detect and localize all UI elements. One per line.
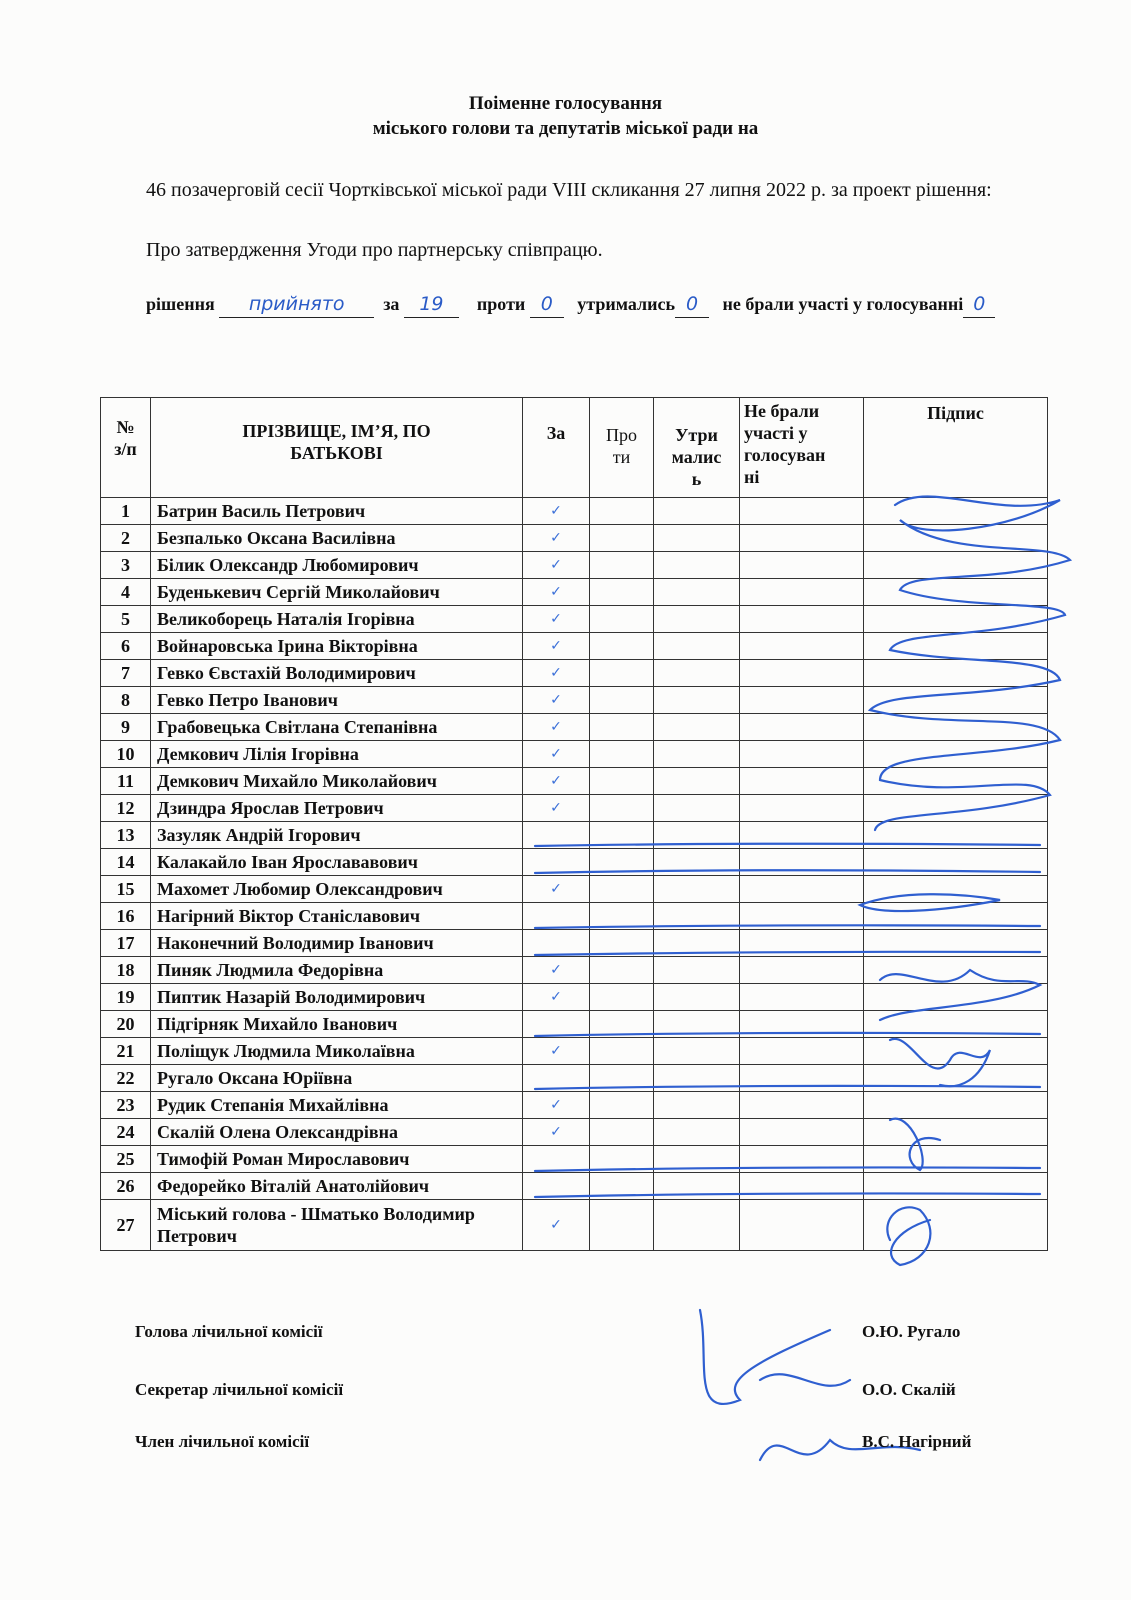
vote-for-mark — [523, 849, 590, 876]
row-number: 7 — [101, 660, 151, 687]
against-label: проти — [476, 294, 526, 314]
vote-absent-cell — [740, 714, 864, 741]
deputy-name: Пиптик Назарій Володимирович — [151, 984, 523, 1011]
deputy-name: Наконечний Володимир Іванович — [151, 930, 523, 957]
table-row — [101, 687, 1048, 714]
table-row — [101, 1038, 1048, 1065]
vote-abstained-cell — [654, 903, 740, 930]
table-row — [101, 795, 1048, 822]
vote-absent-cell — [740, 525, 864, 552]
header-for: За — [523, 398, 590, 498]
vote-absent-cell — [740, 1119, 864, 1146]
vote-against-cell — [590, 768, 654, 795]
for-value: 19 — [404, 292, 459, 318]
row-number: 1 — [101, 498, 151, 525]
document-title: Поіменне голосування — [468, 93, 663, 114]
vote-against-cell — [590, 957, 654, 984]
header-against: Про ти — [590, 398, 654, 498]
deputy-name: Нагірний Віктор Станіславович — [151, 903, 523, 930]
vote-against-cell — [590, 1011, 654, 1038]
vote-against-cell — [590, 525, 654, 552]
table-row — [101, 633, 1048, 660]
signature-cell — [864, 1011, 1048, 1038]
vote-absent-cell — [740, 498, 864, 525]
deputy-name: Білик Олександр Любомирович — [151, 552, 523, 579]
vote-for-mark: ✓ — [523, 1200, 590, 1251]
vote-against-cell — [590, 579, 654, 606]
deputy-name: Грабовецька Світлана Степанівна — [151, 714, 523, 741]
decision-label: рішення — [146, 294, 215, 314]
row-number: 26 — [101, 1173, 151, 1200]
deputy-name: Демкович Лілія Ігорівна — [151, 741, 523, 768]
vote-absent-cell — [740, 930, 864, 957]
deputy-name: Дзиндра Ярослав Петрович — [151, 795, 523, 822]
table-row — [101, 498, 1048, 525]
vote-for-mark: ✓ — [523, 633, 590, 660]
vote-against-cell — [590, 741, 654, 768]
vote-abstained-cell — [654, 795, 740, 822]
abstained-label: утримались — [577, 294, 675, 314]
decision-value: прийнято — [219, 292, 374, 318]
row-number: 16 — [101, 903, 151, 930]
row-number: 2 — [101, 525, 151, 552]
deputy-name: Великоборець Наталія Ігорівна — [151, 606, 523, 633]
vote-against-cell — [590, 903, 654, 930]
vote-absent-cell — [740, 1200, 864, 1251]
signature-cell — [864, 1200, 1048, 1251]
vote-for-mark: ✓ — [523, 1038, 590, 1065]
vote-for-mark: ✓ — [523, 687, 590, 714]
vote-abstained-cell — [654, 984, 740, 1011]
signature-cell — [864, 633, 1048, 660]
vote-against-cell — [590, 714, 654, 741]
signature-cell — [864, 768, 1048, 795]
vote-for-mark: ✓ — [523, 768, 590, 795]
vote-for-mark — [523, 903, 590, 930]
vote-against-cell — [590, 633, 654, 660]
secretary-name: О.О. Скалій — [862, 1380, 956, 1399]
table-row — [101, 714, 1048, 741]
table-row — [101, 579, 1048, 606]
vote-abstained-cell — [654, 1173, 740, 1200]
footer-signature-2 — [760, 1374, 850, 1386]
vote-for-mark: ✓ — [523, 606, 590, 633]
deputy-name: Ругало Оксана Юріївна — [151, 1065, 523, 1092]
member-label: Член лічильної комісії — [135, 1432, 310, 1451]
deputy-name: Демкович Михайло Миколайович — [151, 768, 523, 795]
table-row — [101, 1146, 1048, 1173]
vote-for-mark: ✓ — [523, 525, 590, 552]
deputy-name: Гевко Петро Іванович — [151, 687, 523, 714]
signature-cell — [864, 795, 1048, 822]
deputy-name: Зазуляк Андрій Ігорович — [151, 822, 523, 849]
signature-cell — [864, 741, 1048, 768]
header-num: № з/п — [101, 398, 151, 498]
vote-abstained-cell — [654, 849, 740, 876]
deputy-name: Федорейко Віталій Анатолійович — [151, 1173, 523, 1200]
vote-against-cell — [590, 1065, 654, 1092]
vote-absent-cell — [740, 903, 864, 930]
vote-abstained-cell — [654, 687, 740, 714]
vote-abstained-cell — [654, 822, 740, 849]
vote-abstained-cell — [654, 606, 740, 633]
header-abstained: Утри малис ь — [654, 398, 740, 498]
vote-abstained-cell — [654, 1065, 740, 1092]
vote-for-mark — [523, 1065, 590, 1092]
vote-abstained-cell — [654, 1092, 740, 1119]
vote-absent-cell — [740, 768, 864, 795]
vote-abstained-cell — [654, 714, 740, 741]
absent-value: 0 — [963, 292, 995, 318]
vote-for-mark — [523, 822, 590, 849]
vote-for-mark: ✓ — [523, 552, 590, 579]
vote-absent-cell — [740, 1146, 864, 1173]
signature-cell — [864, 1119, 1048, 1146]
vote-for-mark: ✓ — [523, 1092, 590, 1119]
vote-abstained-cell — [654, 552, 740, 579]
vote-abstained-cell — [654, 1011, 740, 1038]
roll-call-table — [100, 397, 1048, 1251]
row-number: 3 — [101, 552, 151, 579]
table-row — [101, 525, 1048, 552]
session-description: 46 позачерговій сесії Чортківської міської ради VIII скликання 27 липня 2022 р. за проект рішення: — [146, 179, 992, 201]
vote-against-cell — [590, 984, 654, 1011]
table-row — [101, 1092, 1048, 1119]
header-absent: Не брали участі у голосуван ні — [740, 398, 864, 498]
vote-for-mark: ✓ — [523, 795, 590, 822]
row-number: 5 — [101, 606, 151, 633]
row-number: 15 — [101, 876, 151, 903]
deputy-name: Скалій Олена Олександрівна — [151, 1119, 523, 1146]
vote-absent-cell — [740, 1173, 864, 1200]
abstained-value: 0 — [675, 292, 709, 318]
table-row — [101, 849, 1048, 876]
vote-abstained-cell — [654, 930, 740, 957]
deputy-name: Калакайло Іван Ярослававович — [151, 849, 523, 876]
vote-abstained-cell — [654, 957, 740, 984]
table-row — [101, 741, 1048, 768]
row-number: 12 — [101, 795, 151, 822]
table-row — [101, 876, 1048, 903]
vote-against-cell — [590, 1146, 654, 1173]
vote-for-mark — [523, 1011, 590, 1038]
vote-for-mark: ✓ — [523, 660, 590, 687]
signature-cell — [864, 687, 1048, 714]
vote-against-cell — [590, 552, 654, 579]
member-name: В.С. Нагірний — [862, 1432, 972, 1451]
signature-cell — [864, 579, 1048, 606]
table-row — [101, 930, 1048, 957]
header-name: ПРІЗВИЩЕ, ІМ’Я, ПО БАТЬКОВІ — [151, 398, 523, 498]
vote-absent-cell — [740, 687, 864, 714]
deputy-name: Тимофій Роман Мирославович — [151, 1146, 523, 1173]
vote-for-mark: ✓ — [523, 1119, 590, 1146]
deputy-name: Батрин Василь Петрович — [151, 498, 523, 525]
absent-label: не брали участі у голосуванні — [722, 294, 964, 314]
document-subtitle: міського голови та депутатів міської ради на — [372, 118, 759, 139]
vote-against-cell — [590, 1092, 654, 1119]
deputy-name: Поліщук Людмила Миколаївна — [151, 1038, 523, 1065]
vote-absent-cell — [740, 795, 864, 822]
signature-cell — [864, 1092, 1048, 1119]
signature-cell — [864, 1173, 1048, 1200]
row-number: 17 — [101, 930, 151, 957]
chair-name: О.Ю. Ругало — [862, 1322, 961, 1341]
vote-absent-cell — [740, 741, 864, 768]
signature-cell — [864, 606, 1048, 633]
vote-for-mark: ✓ — [523, 957, 590, 984]
vote-abstained-cell — [654, 1119, 740, 1146]
table-row — [101, 1011, 1048, 1038]
vote-against-cell — [590, 1200, 654, 1251]
vote-absent-cell — [740, 849, 864, 876]
header-signature: Підпис — [864, 398, 1048, 498]
footer-signature-1 — [700, 1310, 830, 1404]
vote-against-cell — [590, 849, 654, 876]
secretary-label: Секретар лічильної комісії — [135, 1380, 344, 1399]
vote-absent-cell — [740, 1038, 864, 1065]
signature-cell — [864, 660, 1048, 687]
draft-decision-title: Про затвердження Угоди про партнерську співпрацю. — [146, 239, 603, 261]
row-number: 22 — [101, 1065, 151, 1092]
row-number: 21 — [101, 1038, 151, 1065]
deputy-name: Гевко Євстахій Володимирович — [151, 660, 523, 687]
vote-for-mark — [523, 930, 590, 957]
row-number: 11 — [101, 768, 151, 795]
deputy-name: Підгірняк Михайло Іванович — [151, 1011, 523, 1038]
chair-label: Голова лічильної комісії — [135, 1322, 323, 1341]
vote-against-cell — [590, 795, 654, 822]
signature-cell — [864, 1038, 1048, 1065]
row-number: 18 — [101, 957, 151, 984]
vote-abstained-cell — [654, 579, 740, 606]
deputy-name: Махомет Любомир Олександрович — [151, 876, 523, 903]
table-row — [101, 606, 1048, 633]
vote-against-cell — [590, 498, 654, 525]
vote-abstained-cell — [654, 633, 740, 660]
vote-result-line — [146, 292, 1051, 318]
row-number: 9 — [101, 714, 151, 741]
vote-absent-cell — [740, 660, 864, 687]
row-number: 19 — [101, 984, 151, 1011]
signature-cell — [864, 525, 1048, 552]
vote-absent-cell — [740, 957, 864, 984]
row-number: 10 — [101, 741, 151, 768]
signature-cell — [864, 498, 1048, 525]
row-number: 25 — [101, 1146, 151, 1173]
table-row — [101, 552, 1048, 579]
vote-for-mark: ✓ — [523, 714, 590, 741]
vote-against-cell — [590, 1119, 654, 1146]
table-row — [101, 1119, 1048, 1146]
row-number: 14 — [101, 849, 151, 876]
deputy-name: Буденькевич Сергій Миколайович — [151, 579, 523, 606]
row-number: 24 — [101, 1119, 151, 1146]
for-label: за — [383, 294, 400, 314]
vote-against-cell — [590, 606, 654, 633]
vote-abstained-cell — [654, 1200, 740, 1251]
signature-cell — [864, 822, 1048, 849]
signature-cell — [864, 876, 1048, 903]
signature-cell — [864, 957, 1048, 984]
signature-cell — [864, 903, 1048, 930]
vote-for-mark: ✓ — [523, 984, 590, 1011]
vote-for-mark: ✓ — [523, 498, 590, 525]
row-number: 23 — [101, 1092, 151, 1119]
signature-cell — [864, 849, 1048, 876]
signature-cell — [864, 1065, 1048, 1092]
vote-against-cell — [590, 660, 654, 687]
signature-cell — [864, 1146, 1048, 1173]
row-number: 6 — [101, 633, 151, 660]
row-number: 20 — [101, 1011, 151, 1038]
vote-against-cell — [590, 1173, 654, 1200]
vote-absent-cell — [740, 606, 864, 633]
vote-absent-cell — [740, 876, 864, 903]
vote-against-cell — [590, 876, 654, 903]
vote-absent-cell — [740, 552, 864, 579]
against-value: 0 — [530, 292, 564, 318]
row-number: 8 — [101, 687, 151, 714]
table-row — [101, 660, 1048, 687]
vote-abstained-cell — [654, 1146, 740, 1173]
table-row — [101, 1065, 1048, 1092]
vote-abstained-cell — [654, 876, 740, 903]
vote-abstained-cell — [654, 498, 740, 525]
deputy-name: Рудик Степанія Михайлівна — [151, 1092, 523, 1119]
vote-absent-cell — [740, 1011, 864, 1038]
deputy-name: Войнаровська Ірина Вікторівна — [151, 633, 523, 660]
table-row — [101, 957, 1048, 984]
table-row — [101, 903, 1048, 930]
vote-against-cell — [590, 1038, 654, 1065]
vote-absent-cell — [740, 984, 864, 1011]
table-row — [101, 1173, 1048, 1200]
signature-cell — [864, 552, 1048, 579]
vote-for-mark: ✓ — [523, 741, 590, 768]
vote-for-mark: ✓ — [523, 876, 590, 903]
vote-absent-cell — [740, 1092, 864, 1119]
vote-abstained-cell — [654, 741, 740, 768]
vote-absent-cell — [740, 822, 864, 849]
vote-absent-cell — [740, 579, 864, 606]
vote-absent-cell — [740, 633, 864, 660]
table-row — [101, 768, 1048, 795]
vote-abstained-cell — [654, 1038, 740, 1065]
signature-cell — [864, 984, 1048, 1011]
vote-abstained-cell — [654, 768, 740, 795]
vote-abstained-cell — [654, 525, 740, 552]
deputy-name: Міський голова - Шматько Володимир Петрович — [151, 1200, 523, 1251]
row-number: 27 — [101, 1200, 151, 1251]
table-row — [101, 822, 1048, 849]
vote-against-cell — [590, 930, 654, 957]
table-row — [101, 1200, 1048, 1251]
vote-absent-cell — [740, 1065, 864, 1092]
deputy-name: Безпалько Оксана Василівна — [151, 525, 523, 552]
vote-abstained-cell — [654, 660, 740, 687]
row-number: 4 — [101, 579, 151, 606]
table-row — [101, 984, 1048, 1011]
vote-against-cell — [590, 687, 654, 714]
vote-for-mark: ✓ — [523, 579, 590, 606]
vote-for-mark — [523, 1146, 590, 1173]
vote-for-mark — [523, 1173, 590, 1200]
signature-cell — [864, 930, 1048, 957]
vote-against-cell — [590, 822, 654, 849]
row-number: 13 — [101, 822, 151, 849]
deputy-name: Пиняк Людмила Федорівна — [151, 957, 523, 984]
signature-cell — [864, 714, 1048, 741]
